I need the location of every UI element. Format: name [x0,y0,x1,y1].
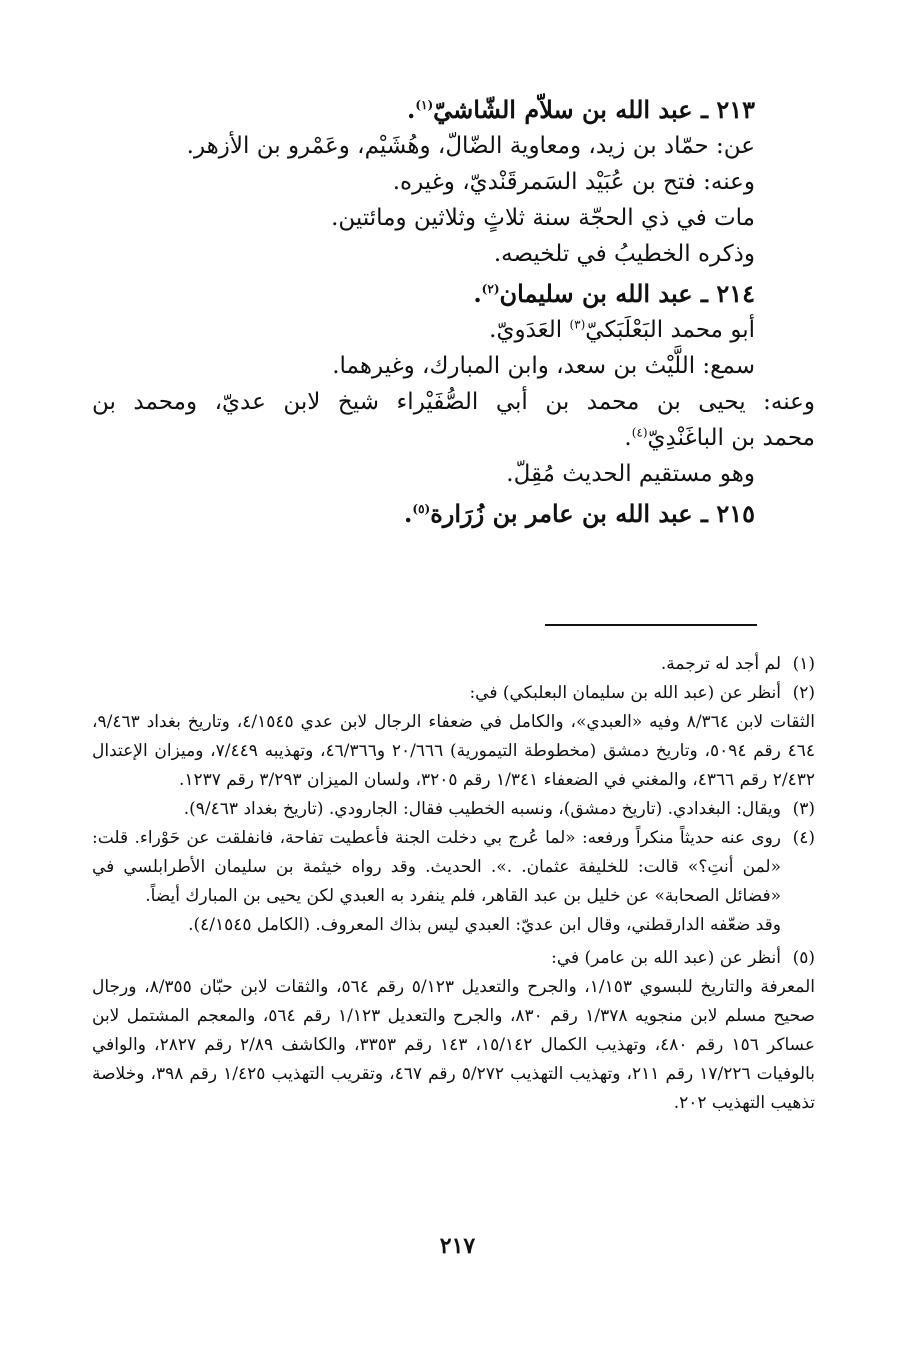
entry-line: وذكره الخطيبُ في تلخيصه. [493,241,755,267]
line-text: العَدَويّ. [489,317,570,343]
footnote-4 [92,824,815,940]
footnote-number: (١) [792,654,815,674]
entry-line: وعنه: يحيى بن محمد بن أبي الصُّفَيْراء شيخ لابن عديّ، ومحمد بن [92,389,815,415]
footnote-text: ويقال: البغدادي. (تاريخ دمشق)، ونسبه الخطيب فقال: الجارودي. (تاريخ بغداد ٩/٤٦٣). [183,799,781,819]
footnote-text: أنظر عن (عبد الله بن عامر) في: [551,948,781,968]
footnote-number: (٣) [792,799,815,819]
title-end: . [404,499,413,528]
entry-title-text: ٢١٥ ـ عبد الله بن عامر بن زُرَارة [430,499,755,528]
footnote-ref[interactable]: (٤) [631,425,648,440]
title-end: . [406,95,416,124]
entry-title-213 [92,92,755,128]
footnote-ref[interactable]: (٥) [412,502,431,516]
main-text [92,92,815,532]
footnote-ref[interactable]: (٢) [481,282,500,296]
footnote-text: لم أجد له ترجمة. [660,654,781,674]
footnote-ref[interactable]: (١) [415,98,434,112]
line-text: محمد بن الباغَنْدِيّ [647,425,815,451]
footnote-3 [92,795,815,824]
footnote-number: (٥) [792,948,815,968]
entry-title-text: ٢١٣ ـ عبد الله بن سلاّم الشّاشيّ [433,95,755,124]
entry-line [92,312,755,348]
entry-title-text: ٢١٤ ـ عبد الله بن سليمان [499,279,755,308]
line-text: . [624,425,632,451]
line-text: أبو محمد البَعْلَبَكيّ [585,317,755,343]
footnote-separator [545,624,757,626]
footnote-body [92,824,781,940]
footnote-text: المعرفة والتاريخ للبسوي ١/١٥٣، والجرح والتعديل ٥/١٢٣ رقم ٥٦٤، والثقات لابن حبّان ٨/٣٥٥، ورجال صحيح مسلم لابن منجويه ١/٣٧٨ رقم ٨٣٠، والجرح والتعديل ١/١٢٣ رقم ٥٦٤، والمعجم المشتمل لابن عساكر ١٥٦ رقم ٤٨٠، وتهذيب الكمال ١٥/١٤٢، ١٤٣ رقم ٣٣٥٣، والكاشف ٢/٨٩ رقم ٢٨٢٧، والوافي بالوفيات ١٧/٢٢٦ رقم ٢١١، وتهذيب التهذيب ٥/٢٧٢ رقم ٤٦٧، وتقريب التهذيب ١/٤٢٥ رقم ٣٩٨، وخلاصة تذهيب التهذيب ٢٠٢. [92,977,815,1113]
footnote-text: الثقات لابن ٨/٣٦٤ وفيه «العبدي»، والكامل في ضعفاء الرجال لابن عدي ٤/١٥٤٥، وتاريخ بغداد ٩/٤٦٣، ٤٦٤ رقم ٥٠٩٤، وتاريخ دمشق (مخطوطة التيمورية) ٢٠/٦٦٦ و٤٦/٣٦٦، وتهذيبه ٧/٤٤٩، وميزان الإعتدال ٢/٤٣٢ رقم ٤٣٦٦، والمغني في الضعفاء ١/٣٤١ رقم ٣٢٠٥، ولسان الميزان ٣/٢٩٣ رقم ١٢٣٧. [92,712,815,790]
entry-line: سمع: اللَّيْث بن سعد، وابن المبارك، وغيرهما. [332,353,755,379]
footnote-body [92,650,781,679]
entry-line: وعنه: فتح بن عُبَيْد السَمرقَنْديّ، وغيره. [392,169,755,195]
entry-title-215 [92,496,755,532]
footnote-1 [92,650,815,679]
footnote-number: (٢) [792,683,815,703]
footnote-body [92,944,815,1118]
footnotes [92,650,815,1118]
entry-line: مات في ذي الحجّة سنة ثلاثٍ وثلاثين ومائتين. [331,205,755,231]
footnote-text: أنظر عن (عبد الله بن سليمان البعلبكي) في: [469,683,781,703]
entry-line: عن: حمّاد بن زيد، ومعاوية الضّالّ، وهُشَيْم، وعَمْرو بن الأزهر. [186,133,755,159]
footnote-text: وقد ضعّفه الدارقطني، وقال ابن عديّ: العبدي ليس بذاك المعروف. (الكامل ٤/١٥٤٥). [188,915,781,935]
entry-line: وهو مستقيم الحديث مُقِلّ. [506,461,755,487]
footnote-body [92,795,781,824]
footnote-2 [92,679,815,795]
footnote-text: روى عنه حديثاً منكراً ورفعه: «لما عُرج بي دخلت الجنة فأعطيت تفاحة، فانفلقت عن حَوْراء. قلت: «لمن أنتِ؟» قالت: للخليفة عثمان. .». الحديث. وقد رواه خيثمة بن سليمان الأطرابلسي في «فضائل الصحابة» عن خليل بن عبد القاهر، فلم ينفرد به العبدي لكن يحيى بن المبارك أيضاً. [92,828,781,906]
footnote-ref[interactable]: (٣) [569,317,586,332]
title-end: . [473,279,482,308]
entry-title-214 [92,276,755,312]
footnote-number: (٤) [792,828,815,848]
entry-line [92,420,815,456]
page-number: ٢١٧ [439,1233,476,1259]
footnote-body [92,679,815,795]
footnote-5 [92,944,815,1118]
